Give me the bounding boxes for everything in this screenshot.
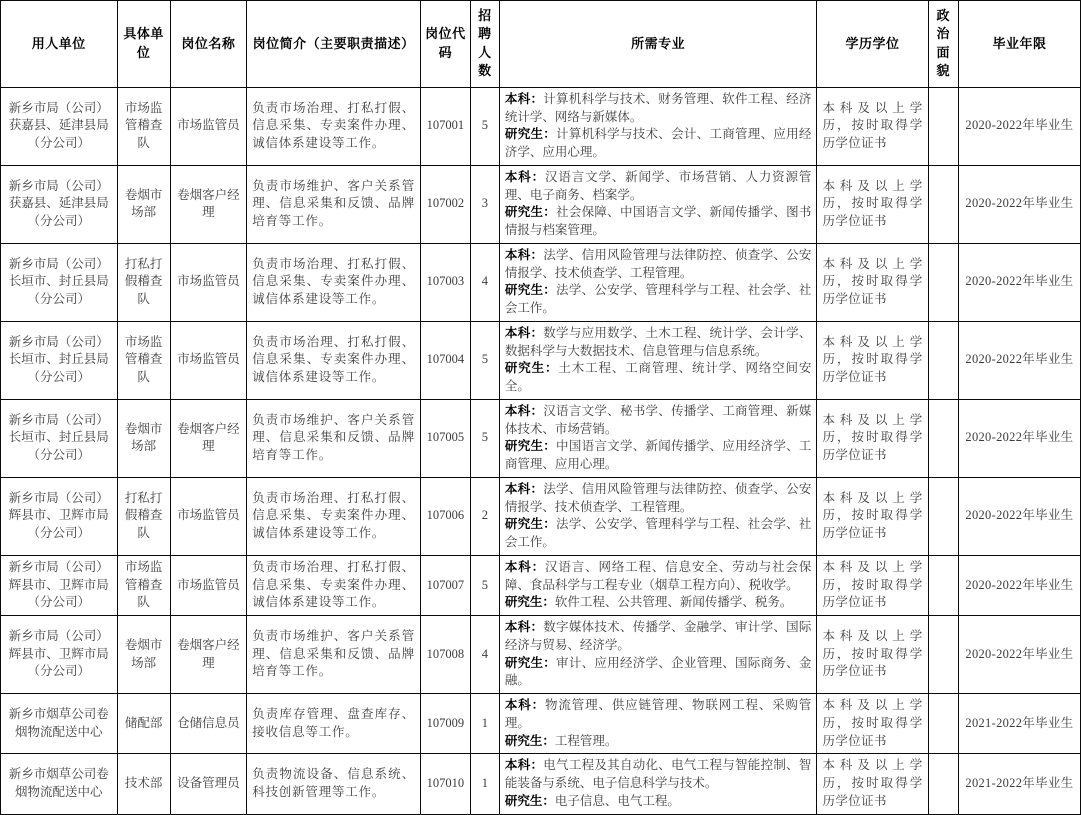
majors-undergrad-line <box>505 697 812 733</box>
postgrad-label: 研究生： <box>504 517 557 532</box>
cell-unit: 卷烟市场部 <box>117 616 170 694</box>
majors-undergrad-line <box>505 91 812 127</box>
postgrad-majors: 土木工程、工商管理、统计学、网络空间安全。 <box>504 361 812 394</box>
cell-majors <box>499 399 817 477</box>
cell-position: 卷烟客户经理 <box>170 399 247 477</box>
undergrad-label: 本科： <box>504 758 544 773</box>
cell-description: 负责市场治理、打私打假、信息采集、专卖案件办理、诚信体系建设等工作。 <box>247 321 421 399</box>
cell-grad-year: 2020-2022年毕业生 <box>958 399 1080 477</box>
cell-count: 4 <box>470 243 499 321</box>
cell-unit: 卷烟市场部 <box>117 399 170 477</box>
undergrad-majors: 法学、信用风险管理与法律防控、侦查学、公安情报学、技术侦查学、工程管理。 <box>504 481 812 514</box>
cell-code: 107009 <box>421 694 471 754</box>
cell-degree: 本科及以上学历，按时取得学历学位证书 <box>817 555 928 615</box>
undergrad-label: 本科： <box>504 620 544 635</box>
cell-description: 负责市场维护、客户关系管理、信息采集和反馈、品牌培育等工作。 <box>247 399 421 477</box>
table-row <box>1 165 1081 243</box>
cell-employer: 新乡市局（公司）辉县市、卫辉市局（分公司） <box>1 616 118 694</box>
header-position: 岗位名称 <box>170 1 247 88</box>
cell-unit: 打私打假稽查队 <box>117 243 170 321</box>
majors-undergrad-line <box>505 757 812 793</box>
table-header-row <box>1 1 1081 88</box>
cell-count: 4 <box>470 616 499 694</box>
cell-grad-year: 2021-2022年毕业生 <box>958 694 1080 754</box>
undergrad-label: 本科： <box>504 247 544 262</box>
cell-description: 负责市场治理、打私打假、信息采集、专卖案件办理、诚信体系建设等工作。 <box>247 87 421 165</box>
cell-grad-year: 2020-2022年毕业生 <box>958 87 1080 165</box>
majors-undergrad-line <box>505 403 812 439</box>
cell-unit: 技术部 <box>117 754 170 814</box>
header-political: 政治面貌 <box>928 1 958 88</box>
cell-unit: 市场监管稽查队 <box>117 321 170 399</box>
cell-description: 负责物流设备、信息系统、科技创新管理等工作。 <box>247 754 421 814</box>
cell-code: 107001 <box>421 87 471 165</box>
majors-postgrad-line <box>505 594 812 612</box>
cell-code: 107005 <box>421 399 471 477</box>
cell-employer: 新乡市局（公司）长垣市、封丘县局（分公司） <box>1 399 118 477</box>
table-body <box>1 87 1081 814</box>
undergrad-majors: 计算机科学与技术、财务管理、软件工程、经济统计学、网络与新媒体。 <box>504 91 812 124</box>
cell-degree: 本科及以上学历，按时取得学历学位证书 <box>817 754 928 814</box>
postgrad-label: 研究生： <box>504 439 557 454</box>
undergrad-label: 本科： <box>504 698 545 713</box>
cell-majors <box>499 555 817 615</box>
table-row <box>1 243 1081 321</box>
header-grad-year: 毕业年限 <box>958 1 1080 88</box>
header-unit: 具体单位 <box>117 1 170 88</box>
cell-degree: 本科及以上学历，按时取得学历学位证书 <box>817 165 928 243</box>
postgrad-label: 研究生： <box>504 793 555 808</box>
cell-grad-year: 2021-2022年毕业生 <box>958 754 1080 814</box>
undergrad-majors: 数字媒体技术、传播学、金融学、审计学、国际经济与贸易、经济学。 <box>504 620 812 652</box>
cell-degree: 本科及以上学历，按时取得学历学位证书 <box>817 321 928 399</box>
cell-position: 市场监管员 <box>170 477 247 555</box>
postgrad-majors: 法学、公安学、管理科学与工程、社会学、社会工作。 <box>504 517 812 550</box>
cell-degree: 本科及以上学历，按时取得学历学位证书 <box>817 243 928 321</box>
table-row <box>1 754 1081 814</box>
postgrad-majors: 法学、公安学、管理科学与工程、社会学、社会工作。 <box>504 283 812 316</box>
cell-count: 2 <box>470 477 499 555</box>
cell-political <box>928 477 958 555</box>
cell-majors <box>499 87 817 165</box>
undergrad-majors: 汉语言、网络工程、信息安全、劳动与社会保障、食品科学与工程专业（烟草工程方向）、税收学。 <box>504 559 812 592</box>
majors-undergrad-line <box>505 325 812 361</box>
header-description: 岗位简介（主要职责描述） <box>247 1 421 88</box>
cell-degree: 本科及以上学历，按时取得学历学位证书 <box>817 477 928 555</box>
cell-political <box>928 243 958 321</box>
cell-majors <box>499 165 817 243</box>
cell-position: 设备管理员 <box>170 754 247 814</box>
cell-degree: 本科及以上学历，按时取得学历学位证书 <box>817 399 928 477</box>
cell-degree: 本科及以上学历，按时取得学历学位证书 <box>817 694 928 754</box>
cell-majors <box>499 243 817 321</box>
postgrad-majors: 计算机科学与技术、会计、工商管理、应用经济学、应用心理。 <box>504 127 812 160</box>
cell-political <box>928 555 958 615</box>
cell-position: 市场监管员 <box>170 555 247 615</box>
majors-postgrad-line <box>505 793 812 811</box>
cell-code: 107002 <box>421 165 471 243</box>
postgrad-label: 研究生： <box>504 283 557 298</box>
majors-postgrad-line <box>505 282 812 318</box>
header-code: 岗位代码 <box>421 1 471 88</box>
cell-employer: 新乡市局（公司）辉县市、卫辉市局（分公司） <box>1 555 118 615</box>
cell-political <box>928 87 958 165</box>
cell-political <box>928 321 958 399</box>
postgrad-majors: 中国语言文学、新闻传播学、应用经济学、工商管理、应用心理。 <box>504 439 812 472</box>
cell-employer: 新乡市局（公司）辉县市、卫辉市局（分公司） <box>1 477 118 555</box>
cell-count: 1 <box>470 694 499 754</box>
majors-undergrad-line <box>505 481 812 517</box>
postgrad-majors: 电子信息、电气工程。 <box>554 793 680 808</box>
cell-position: 卷烟客户经理 <box>170 616 247 694</box>
majors-undergrad-line <box>505 169 812 205</box>
majors-postgrad-line <box>505 655 812 691</box>
cell-unit: 市场监管稽查队 <box>117 87 170 165</box>
cell-majors <box>499 754 817 814</box>
undergrad-majors: 法学、信用风险管理与法律防控、侦查学、公安情报学、技术侦查学、工程管理。 <box>504 247 812 280</box>
table-row <box>1 555 1081 615</box>
majors-postgrad-line <box>505 126 812 162</box>
majors-undergrad-line <box>505 619 812 655</box>
cell-majors <box>499 321 817 399</box>
cell-majors <box>499 616 817 694</box>
cell-employer: 新乡市烟草公司卷烟物流配送中心 <box>1 694 118 754</box>
undergrad-label: 本科： <box>504 169 545 184</box>
majors-postgrad-line <box>505 516 812 552</box>
postgrad-label: 研究生： <box>504 655 557 670</box>
cell-political <box>928 399 958 477</box>
cell-description: 负责市场治理、打私打假、信息采集、专卖案件办理、诚信体系建设等工作。 <box>247 477 421 555</box>
cell-degree: 本科及以上学历，按时取得学历学位证书 <box>817 616 928 694</box>
undergrad-label: 本科： <box>504 91 544 106</box>
cell-description: 负责市场治理、打私打假、信息采集、专卖案件办理、诚信体系建设等工作。 <box>247 243 421 321</box>
cell-grad-year: 2020-2022年毕业生 <box>958 165 1080 243</box>
cell-position: 仓储信息员 <box>170 694 247 754</box>
undergrad-label: 本科： <box>504 403 544 418</box>
table-row <box>1 399 1081 477</box>
cell-majors <box>499 477 817 555</box>
cell-unit: 储配部 <box>117 694 170 754</box>
cell-count: 5 <box>470 321 499 399</box>
cell-count: 3 <box>470 165 499 243</box>
cell-count: 5 <box>470 399 499 477</box>
header-count: 招聘人数 <box>470 1 499 88</box>
undergrad-majors: 汉语言文学、秘书学、传播学、工商管理、新媒体技术、市场营销。 <box>504 403 812 436</box>
cell-unit: 打私打假稽查队 <box>117 477 170 555</box>
undergrad-majors: 电气工程及其自动化、电气工程与智能控制、智能装备与系统、电子信息科学与技术。 <box>504 758 812 791</box>
postgrad-label: 研究生： <box>504 127 557 142</box>
cell-code: 107008 <box>421 616 471 694</box>
cell-employer: 新乡市局（公司）获嘉县、延津县局（分公司） <box>1 87 118 165</box>
majors-undergrad-line <box>505 559 812 595</box>
cell-description: 负责库存管理、盘查库存、接收信息等工作。 <box>247 694 421 754</box>
postgrad-majors: 审计、应用经济学、企业管理、国际商务、金融。 <box>504 655 812 688</box>
cell-count: 5 <box>470 87 499 165</box>
cell-code: 107007 <box>421 555 471 615</box>
undergrad-majors: 物流管理、供应链管理、物联网工程、采购管理。 <box>504 698 812 730</box>
undergrad-label: 本科： <box>504 325 544 340</box>
header-employer: 用人单位 <box>1 1 118 88</box>
cell-count: 1 <box>470 754 499 814</box>
majors-postgrad-line <box>505 360 812 396</box>
cell-political <box>928 165 958 243</box>
cell-employer: 新乡市局（公司）获嘉县、延津县局（分公司） <box>1 165 118 243</box>
cell-code: 107006 <box>421 477 471 555</box>
cell-political <box>928 754 958 814</box>
table-row <box>1 616 1081 694</box>
cell-code: 107004 <box>421 321 471 399</box>
majors-postgrad-line <box>505 733 812 751</box>
cell-position: 市场监管员 <box>170 87 247 165</box>
cell-degree: 本科及以上学历，按时取得学历学位证书 <box>817 87 928 165</box>
undergrad-label: 本科： <box>504 559 545 574</box>
cell-grad-year: 2020-2022年毕业生 <box>958 477 1080 555</box>
postgrad-majors: 软件工程、公共管理、新闻传播学、税务。 <box>554 595 793 610</box>
cell-grad-year: 2020-2022年毕业生 <box>958 555 1080 615</box>
cell-count: 5 <box>470 555 499 615</box>
cell-description: 负责市场维护、客户关系管理、信息采集和反馈、品牌培育等工作。 <box>247 616 421 694</box>
table-row <box>1 477 1081 555</box>
postgrad-label: 研究生： <box>504 595 555 610</box>
cell-description: 负责市场治理、打私打假、信息采集、专卖案件办理、诚信体系建设等工作。 <box>247 555 421 615</box>
cell-majors <box>499 694 817 754</box>
header-degree: 学历学位 <box>817 1 928 88</box>
cell-employer: 新乡市局（公司）长垣市、封丘县局（分公司） <box>1 243 118 321</box>
undergrad-majors: 汉语言文学、新闻学、市场营销、人力资源管理、电子商务、档案学。 <box>504 169 812 202</box>
postgrad-label: 研究生： <box>504 205 557 220</box>
cell-grad-year: 2020-2022年毕业生 <box>958 321 1080 399</box>
cell-position: 卷烟客户经理 <box>170 165 247 243</box>
cell-unit: 市场监管稽查队 <box>117 555 170 615</box>
undergrad-majors: 数学与应用数学、土木工程、统计学、会计学、数据科学与大数据技术、信息管理与信息系统。 <box>504 325 812 358</box>
majors-undergrad-line <box>505 247 812 283</box>
postgrad-label: 研究生： <box>504 361 559 376</box>
cell-code: 107010 <box>421 754 471 814</box>
postgrad-majors: 社会保障、中国语言文学、新闻传播学、图书情报与档案管理。 <box>504 205 812 238</box>
majors-postgrad-line <box>505 438 812 474</box>
table-row <box>1 694 1081 754</box>
undergrad-label: 本科： <box>504 481 544 496</box>
cell-political <box>928 616 958 694</box>
table-row <box>1 321 1081 399</box>
postgrad-label: 研究生： <box>504 733 555 748</box>
cell-code: 107003 <box>421 243 471 321</box>
cell-unit: 卷烟市场部 <box>117 165 170 243</box>
postgrad-majors: 工程管理。 <box>554 733 618 748</box>
cell-employer: 新乡市烟草公司卷烟物流配送中心 <box>1 754 118 814</box>
header-majors: 所需专业 <box>499 1 817 88</box>
cell-employer: 新乡市局（公司）长垣市、封丘县局（分公司） <box>1 321 118 399</box>
majors-postgrad-line <box>505 204 812 240</box>
cell-position: 市场监管员 <box>170 243 247 321</box>
cell-grad-year: 2020-2022年毕业生 <box>958 616 1080 694</box>
cell-political <box>928 694 958 754</box>
cell-grad-year: 2020-2022年毕业生 <box>958 243 1080 321</box>
cell-description: 负责市场维护、客户关系管理、信息采集和反馈、品牌培育等工作。 <box>247 165 421 243</box>
table-row <box>1 87 1081 165</box>
cell-position: 市场监管员 <box>170 321 247 399</box>
